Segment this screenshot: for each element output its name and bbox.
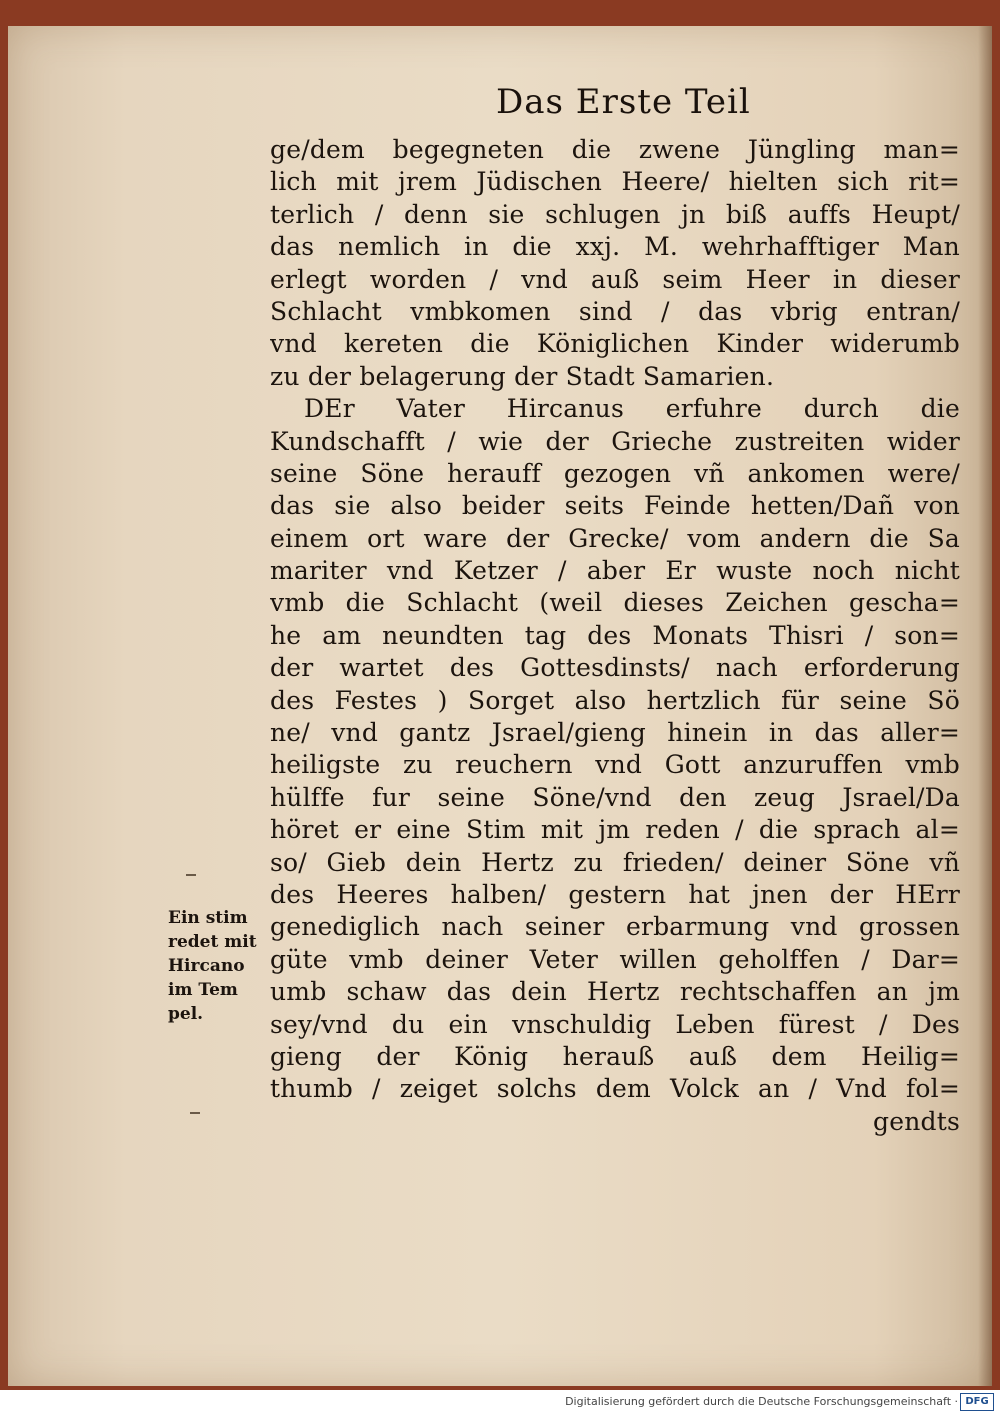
text-line: mariter vnd Ketzer / aber Er wuste noch nicht bbox=[270, 556, 960, 586]
text-line: terlich / denn sie schlugen jn biß auffs Heupt/ bbox=[270, 199, 960, 229]
footer-bar bbox=[0, 1390, 1000, 1414]
margin-note-line: redet mit bbox=[168, 932, 257, 952]
text-line: hülffe fur seine Söne/vnd den zeug Jsrael/Da bbox=[270, 782, 960, 812]
running-title: Das Erste Teil bbox=[496, 82, 751, 122]
text-line: des Festes ) Sorget also hertzlich für seine Sö bbox=[270, 685, 960, 715]
page-edge-shadow bbox=[978, 26, 992, 1386]
text-line: sey/vnd du ein vnschuldig Leben fürest / Des bbox=[270, 1009, 960, 1039]
funding-credit: Digitalisierung gefördert durch die Deutsche Forschungsgemeinschaft · bbox=[565, 1395, 958, 1408]
dfg-logo: DFG bbox=[960, 1393, 994, 1411]
text-line: erlegt worden / vnd auß seim Heer in dieser bbox=[270, 264, 960, 294]
text-line: so/ Gieb dein Hertz zu frieden/ deiner Söne vñ bbox=[270, 847, 960, 877]
text-line: thumb / zeiget solchs dem Volck an / Vnd fol= bbox=[270, 1074, 960, 1104]
text-line: gieng der König herauß auß dem Heilig= bbox=[270, 1041, 960, 1071]
text-line: vmb die Schlacht (weil dieses Zeichen gescha= bbox=[270, 588, 960, 618]
text-line: güte vmb deiner Veter willen geholffen / Dar= bbox=[270, 944, 960, 974]
text-line: DEr Vater Hircanus erfuhre durch die bbox=[304, 394, 960, 424]
text-line: gendts bbox=[873, 1106, 960, 1136]
text-line: Kundschafft / wie der Grieche zustreiten wider bbox=[270, 426, 960, 456]
margin-note-line: pel. bbox=[168, 1004, 204, 1024]
text-line: genediglich nach seiner erbarmung vnd grossen bbox=[270, 912, 960, 942]
margin-tick-mark bbox=[190, 1112, 200, 1114]
text-line: Schlacht vmbkomen sind / das vbrig entran/ bbox=[270, 296, 960, 326]
text-line: das nemlich in die xxj. M. wehrhafftiger Man bbox=[270, 232, 960, 262]
margin-note bbox=[168, 906, 268, 1026]
margin-note-line: Hircano bbox=[168, 956, 245, 976]
text-line: zu der belagerung der Stadt Samarien. bbox=[270, 361, 775, 391]
text-line: he am neundten tag des Monats Thisri / son= bbox=[270, 620, 960, 650]
text-line: des Heeres halben/ gestern hat jnen der HErr bbox=[270, 879, 960, 909]
margin-note-line: im Tem bbox=[168, 980, 238, 1000]
text-line: ge/dem begegneten die zwene Jüngling man= bbox=[270, 135, 960, 164]
text-line: höret er eine Stim mit jm reden / die sprach al= bbox=[270, 815, 960, 845]
text-line: das sie also beider seits Feinde hetten/Dañ von bbox=[270, 491, 960, 521]
text-line: der wartet des Gottesdinsts/ nach erforderung bbox=[270, 653, 960, 683]
text-line: umb schaw das dein Hertz rechtschaffen an jm bbox=[270, 977, 960, 1007]
text-line: lich mit jrem Jüdischen Heere/ hielten sich rit= bbox=[270, 167, 960, 197]
margin-tick-mark bbox=[186, 874, 196, 876]
body-text bbox=[270, 134, 960, 1138]
text-line: heiligste zu reuchern vnd Gott anzuruffen vmb bbox=[270, 750, 960, 780]
text-line: einem ort ware der Grecke/ vom andern die Sa bbox=[270, 523, 960, 553]
text-line: ne/ vnd gantz Jsrael/gieng hinein in das aller= bbox=[270, 718, 960, 748]
text-line: vnd kereten die Königlichen Kinder widerumb bbox=[270, 329, 960, 359]
text-line: seine Söne herauff gezogen vñ ankomen were/ bbox=[270, 458, 960, 488]
margin-note-line: Ein stim bbox=[168, 908, 248, 928]
